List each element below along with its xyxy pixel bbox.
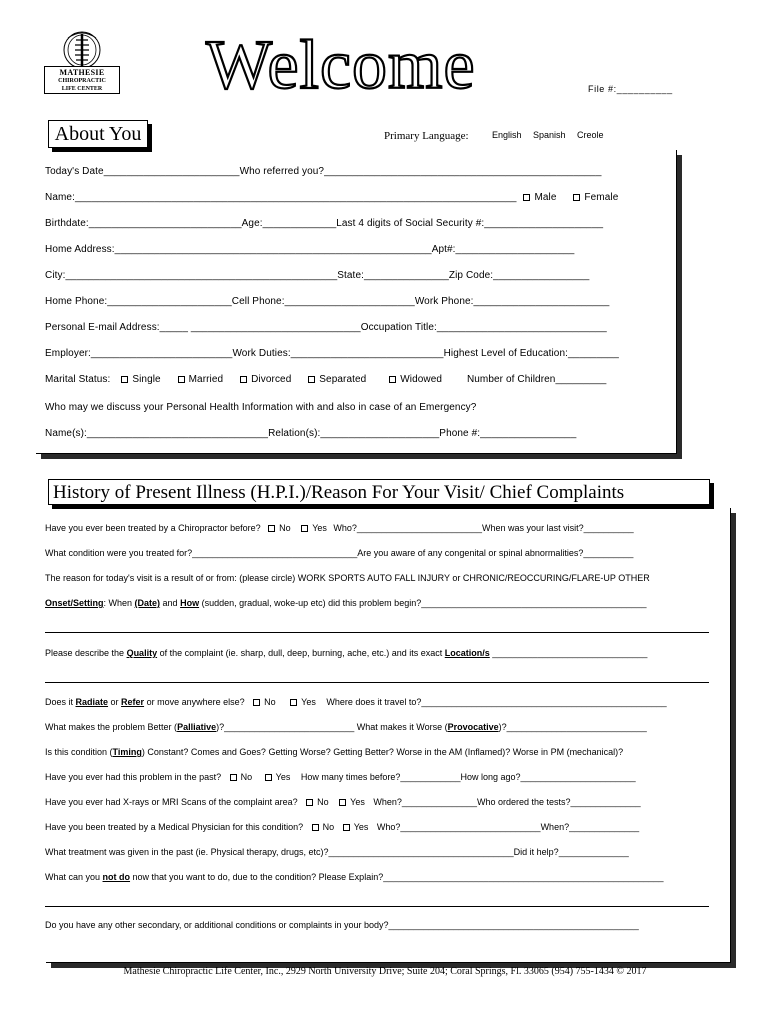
todays-date-referral-field[interactable]: Today's Date________________________Who referred you?_________________________________________________: [45, 166, 602, 177]
checkbox-icon[interactable]: [573, 194, 580, 201]
q4-text-a: : When: [103, 598, 135, 608]
language-option-spanish[interactable]: Spanish: [533, 130, 566, 140]
name-field-row: [45, 192, 618, 203]
radiate-label: Radiate: [75, 697, 109, 707]
refer-label: Refer: [121, 697, 145, 707]
q11-text: Have you been treated by a Medical Physician for this condition?: [45, 822, 304, 832]
yes-label: Yes: [350, 797, 365, 807]
how-label: How: [180, 598, 200, 608]
palliative-label: Palliative: [177, 722, 217, 732]
q13-text-b: now that you want to do, due to the condition? Please Explain?________________________________________________________: [130, 872, 664, 882]
language-option-english[interactable]: English: [492, 130, 522, 140]
hpi-q-xrays: [45, 797, 641, 807]
q6-text-a: Does it: [45, 697, 76, 707]
marital-status-label: Marital Status:: [45, 374, 111, 385]
q11-no-option[interactable]: [312, 822, 335, 832]
q4-text-b: and: [160, 598, 181, 608]
divorced-label: Divorced: [251, 374, 292, 385]
no-label: No: [264, 697, 276, 707]
spine-emblem-icon: [44, 28, 120, 68]
no-label: No: [317, 797, 329, 807]
number-of-children-field[interactable]: Number of Children_________: [466, 374, 607, 385]
q9-no-option[interactable]: [230, 772, 253, 782]
q7-text-b: )?__________________________ What makes it Worse (: [216, 722, 448, 732]
q1-who-when-field[interactable]: Who?_________________________When was your last visit?__________: [333, 523, 634, 533]
checkbox-icon[interactable]: [268, 525, 275, 532]
checkbox-icon[interactable]: [265, 774, 272, 781]
yes-label: Yes: [353, 822, 369, 832]
logo-line-2: CHIROPRACTIC: [58, 78, 106, 84]
no-label: No: [322, 822, 335, 832]
q6-text-b: or: [108, 697, 122, 707]
checkbox-icon[interactable]: [301, 525, 308, 532]
q11-yes-option[interactable]: [343, 822, 369, 832]
married-label: Married: [188, 374, 224, 385]
hpi-q-chiropractor-before: [45, 523, 634, 533]
q7-text-c: )?____________________________: [498, 722, 647, 732]
health-info-question: Who may we discuss your Personal Health Information with and also in case of an Emergency?: [45, 402, 477, 413]
hpi-q-past-treatment[interactable]: What treatment was given in the past (ie. Physical therapy, drugs, etc)?_____________________________________Did it help?______________: [45, 847, 629, 857]
hpi-q-condition-treated[interactable]: What condition were you treated for?_________________________________Are you aware of any congenital or spinal abnormalities?__________: [45, 548, 634, 558]
q10-no-option[interactable]: [306, 797, 329, 807]
q13-text-a: What can you: [45, 872, 103, 882]
q6-no-option[interactable]: [253, 697, 276, 707]
q9-yes-option[interactable]: [265, 772, 291, 782]
hpi-q-medical-physician: [45, 822, 639, 832]
female-option[interactable]: [573, 192, 618, 203]
page-title: Welcome: [206, 27, 476, 104]
q7-text-a: What makes the problem Better (: [45, 722, 178, 732]
marital-option-separated[interactable]: [308, 374, 366, 385]
yes-label: Yes: [312, 523, 327, 533]
checkbox-icon[interactable]: [339, 799, 346, 806]
not-do-label: not do: [102, 872, 131, 882]
language-option-creole[interactable]: Creole: [577, 130, 604, 140]
quality-answer-line[interactable]: [45, 682, 709, 683]
q9-times-field[interactable]: How many times before?____________How long ago?_______________________: [300, 772, 636, 782]
separated-label: Separated: [319, 374, 367, 385]
yes-label: Yes: [275, 772, 291, 782]
q10-text: Have you ever had X-rays or MRI Scans of the complaint area?: [45, 797, 298, 807]
onset-answer-line[interactable]: [45, 632, 709, 633]
male-option[interactable]: [523, 192, 556, 203]
yes-label: Yes: [301, 697, 316, 707]
marital-option-married[interactable]: [178, 374, 224, 385]
checkbox-icon[interactable]: [121, 376, 128, 383]
checkbox-icon[interactable]: [230, 774, 237, 781]
checkbox-icon[interactable]: [253, 699, 260, 706]
checkbox-icon[interactable]: [343, 824, 350, 831]
q9-text: Have you ever had this problem in the past?: [45, 772, 222, 782]
marital-option-divorced[interactable]: [240, 374, 291, 385]
q4-text-c: (sudden, gradual, woke-up etc) did this problem begin?_____________________________________________: [199, 598, 647, 608]
q8-text-b: ) Constant? Comes and Goes? Getting Worse? Getting Better? Worse in the AM (Inflamed)? Worse in PM (mechanical)?: [141, 747, 624, 757]
logo-line-1: MATHESIE: [59, 68, 105, 77]
marital-option-widowed[interactable]: [389, 374, 442, 385]
widowed-label: Widowed: [400, 374, 443, 385]
q1-text: Have you ever been treated by a Chiropractor before?: [45, 523, 261, 533]
marital-option-single[interactable]: [121, 374, 160, 385]
city-state-zip-field[interactable]: City:________________________________________________State:_______________Zip Code:_________________: [45, 270, 590, 281]
hpi-q-timing[interactable]: [45, 747, 623, 757]
checkbox-icon[interactable]: [523, 194, 530, 201]
q11-who-field[interactable]: Who?____________________________When?______________: [376, 822, 640, 832]
q5-text-a: Please describe the: [45, 648, 127, 658]
onset-setting-label: Onset/Setting: [45, 598, 104, 608]
emergency-contact-field[interactable]: Name(s):________________________________Relation(s):_____________________Phone #:_________________: [45, 428, 577, 439]
q10-when-field[interactable]: When?_______________Who ordered the tests?______________: [373, 797, 641, 807]
hpi-heading: History of Present Illness (H.P.I.)/Reason For Your Visit/ Chief Complaints: [48, 479, 710, 505]
hpi-q-quality-location[interactable]: [45, 648, 647, 658]
single-label: Single: [132, 374, 161, 385]
checkbox-icon[interactable]: [312, 824, 319, 831]
q5-text-b: of the complaint (ie. sharp, dull, deep, burning, ache, etc.) and its exact: [157, 648, 445, 658]
q5-text-c: _______________________________: [489, 648, 648, 658]
not-do-answer-line[interactable]: [45, 906, 709, 907]
email-occupation-field[interactable]: Personal E-mail Address:_____ ______________________________Occupation Title:______________________________: [45, 322, 607, 333]
q10-yes-option[interactable]: [339, 797, 365, 807]
timing-label: Timing: [112, 747, 142, 757]
checkbox-icon[interactable]: [178, 376, 185, 383]
provocative-label: Provocative: [447, 722, 499, 732]
about-you-heading: About You: [48, 120, 148, 148]
hpi-q-past-problem: [45, 772, 636, 782]
hpi-q-better-worse[interactable]: [45, 722, 647, 732]
phone-numbers-field[interactable]: Home Phone:______________________Cell Phone:_______________________Work Phone:________________________: [45, 296, 610, 307]
checkbox-icon[interactable]: [240, 376, 247, 383]
checkbox-icon[interactable]: [308, 376, 315, 383]
logo-line-3: LIFE CENTER: [61, 86, 103, 92]
home-address-field[interactable]: Home Address:________________________________________________________Apt#:_____________________: [45, 244, 575, 255]
hpi-q-not-do[interactable]: [45, 872, 664, 882]
q1-yes-option[interactable]: [301, 523, 327, 533]
primary-language-label: Primary Language:: [384, 130, 469, 142]
footer-address: Mathesie Chiropractic Life Center, Inc., 2929 North University Drive; Suite 204; Coral Springs, Fl. 33065 (954) 755-1434 © 2017: [123, 966, 647, 977]
marital-status-row: [45, 374, 606, 385]
q6-travel-field[interactable]: Where does it travel to?_________________________________________________: [326, 697, 667, 707]
hpi-q-reason-for-visit[interactable]: The reason for today's visit is a result of or from: (please circle) WORK SPORTS AUTO FALL INJURY or CHRONIC/REOCCURING/FLARE-UP OTHER: [45, 573, 650, 583]
hpi-q-radiate: [45, 697, 667, 707]
no-label: No: [279, 523, 291, 533]
checkbox-icon[interactable]: [306, 799, 313, 806]
location-label: Location/s: [444, 648, 490, 658]
checkbox-icon[interactable]: [290, 699, 297, 706]
clinic-logo: [44, 28, 120, 98]
name-field[interactable]: Name:______________________________________________________________________________: [45, 192, 517, 203]
checkbox-icon[interactable]: [389, 376, 396, 383]
hpi-q-onset[interactable]: [45, 598, 646, 608]
q6-yes-option[interactable]: [290, 697, 316, 707]
no-label: No: [240, 772, 253, 782]
quality-label: Quality: [126, 648, 158, 658]
q8-text-a: Is this condition (: [45, 747, 113, 757]
logo-wordmark: [44, 66, 120, 94]
employer-duties-education-field[interactable]: Employer:_________________________Work Duties:___________________________Highest Level of Education:_________: [45, 348, 619, 359]
file-number-field[interactable]: File #:__________: [588, 84, 673, 94]
q6-text-c: or move anywhere else?: [144, 697, 245, 707]
q1-no-option[interactable]: [268, 523, 291, 533]
female-label: Female: [584, 192, 619, 203]
birthdate-age-ssn-field[interactable]: Birthdate:___________________________Age:_____________Last 4 digits of Social Security #:_____________________: [45, 218, 604, 229]
date-label: (Date): [134, 598, 161, 608]
hpi-q-other-conditions[interactable]: Do you have any other secondary, or additional conditions or complaints in your body?__________________________________________________: [45, 920, 639, 930]
male-label: Male: [534, 192, 557, 203]
